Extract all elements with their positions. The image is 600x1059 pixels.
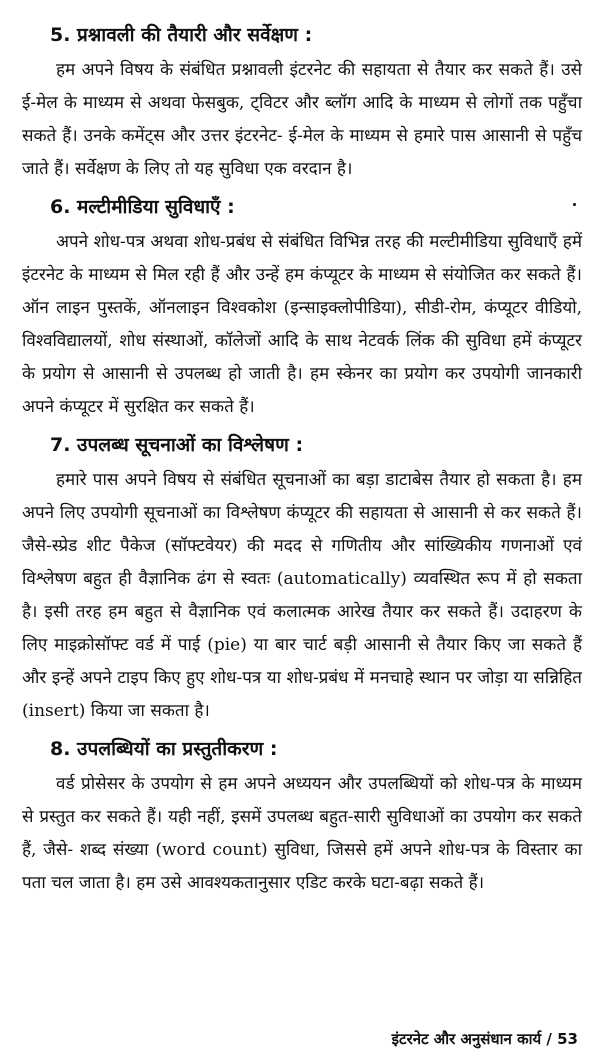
section-multimedia [22, 194, 582, 424]
section-heading: 6. मल्टीमीडिया सुविधाएँ : [50, 196, 235, 218]
section-heading: 5. प्रश्नावली की तैयारी और सर्वेक्षण : [50, 24, 313, 46]
section-paragraph: हमारे पास अपने विषय से संबंधित सूचनाओं का बड़ा डाटाबेस तैयार हो सकता है। हम अपने लिए उपयोगी सूचनाओं का विश्लेषण कंप्यूटर की सहायता से आसानी से कर सकते हैं। जैसे-स्प्रेड शीट पैकेज (सॉफ्टवेयर) की मदद से गणितीय और सांख्यिकीय गणनाओं एवं विश्लेषण बहुत ही वैज्ञानिक ढंग से स्वतः (automatically) व्यवस्थित रूप में हो सकता है। इसी तरह हम बहुत से वैज्ञानिक एवं कलात्मक आरेख तैयार कर सकते हैं। उदाहरण के लिए माइक्रोसॉफ्ट वर्ड में पाई (pie) या बार चार्ट बड़ी आसानी से तैयार किए जा सकते हैं और इन्हें अपने टाइप किए हुए शोध-पत्र या शोध-प्रबंध में मनचाहे स्थान पर जोड़ा या सन्निहित (insert) किया जा सकता है। [22, 470, 582, 721]
section-heading: 7. उपलब्ध सूचनाओं का विश्लेषण : [50, 434, 304, 456]
section-analysis [22, 432, 582, 728]
section-paragraph: हम अपने विषय के संबंधित प्रश्नावली इंटरनेट की सहायता से तैयार कर सकते हैं। उसे ई-मेल के माध्यम से अथवा फेसबुक, ट्विटर और ब्लॉग आदि के माध्यम से लोगों तक पहुँचा सकते हैं। उनके कमेंट्स और उत्तर इंटरनेट- ई-मेल के माध्यम से हमारे पास आसानी से पहुँच जाते हैं। सर्वेक्षण के लिए तो यह सुविधा एक वरदान है। [22, 60, 582, 179]
section-heading: 8. उपलब्धियों का प्रस्तुतीकरण : [50, 738, 278, 760]
page-footer: इंटरनेट और अनुसंधान कार्य / 53 [391, 1030, 578, 1048]
section-paragraph: अपने शोध-पत्र अथवा शोध-प्रबंध से संबंधित विभिन्न तरह की मल्टीमीडिया सुविधाएँ हमें इंटरनेट के माध्यम से मिल रही हैं और उन्हें हम कंप्यूटर के माध्यम से संयोजित कर सकते हैं। ऑन लाइन पुस्तकें, ऑनलाइन विश्वकोश (इन्साइक्लोपीडिया), सीडी-रोम, कंप्यूटर वीडियो, विश्वविद्यालयों, शोध संस्थाओं, कॉलेजों आदि के साथ नेटवर्क लिंक की सुविधा हमें कंप्यूटर के प्रयोग से आसानी से उपलब्ध हो जाती है। हम स्केनर का प्रयोग कर उपयोगी जानकारी अपने कंप्यूटर में सुरक्षित कर सकते हैं। [22, 232, 582, 417]
print-speck [573, 203, 576, 206]
section-questionnaire [22, 22, 582, 186]
section-presentation [22, 736, 582, 900]
section-paragraph: वर्ड प्रोसेसर के उपयोग से हम अपने अध्ययन और उपलब्धियों को शोध-पत्र के माध्यम से प्रस्तुत कर सकते हैं। यही नहीं, इसमें उपलब्ध बहुत-सारी सुविधाओं का उपयोग कर सकते हैं, जैसे- शब्द संख्या (word count) सुविधा, जिससे हमें अपने शोध-पत्र के विस्तार का पता चल जाता है। हम उसे आवश्यकतानुसार एडिट करके घटा-बढ़ा सकते हैं। [22, 774, 582, 893]
